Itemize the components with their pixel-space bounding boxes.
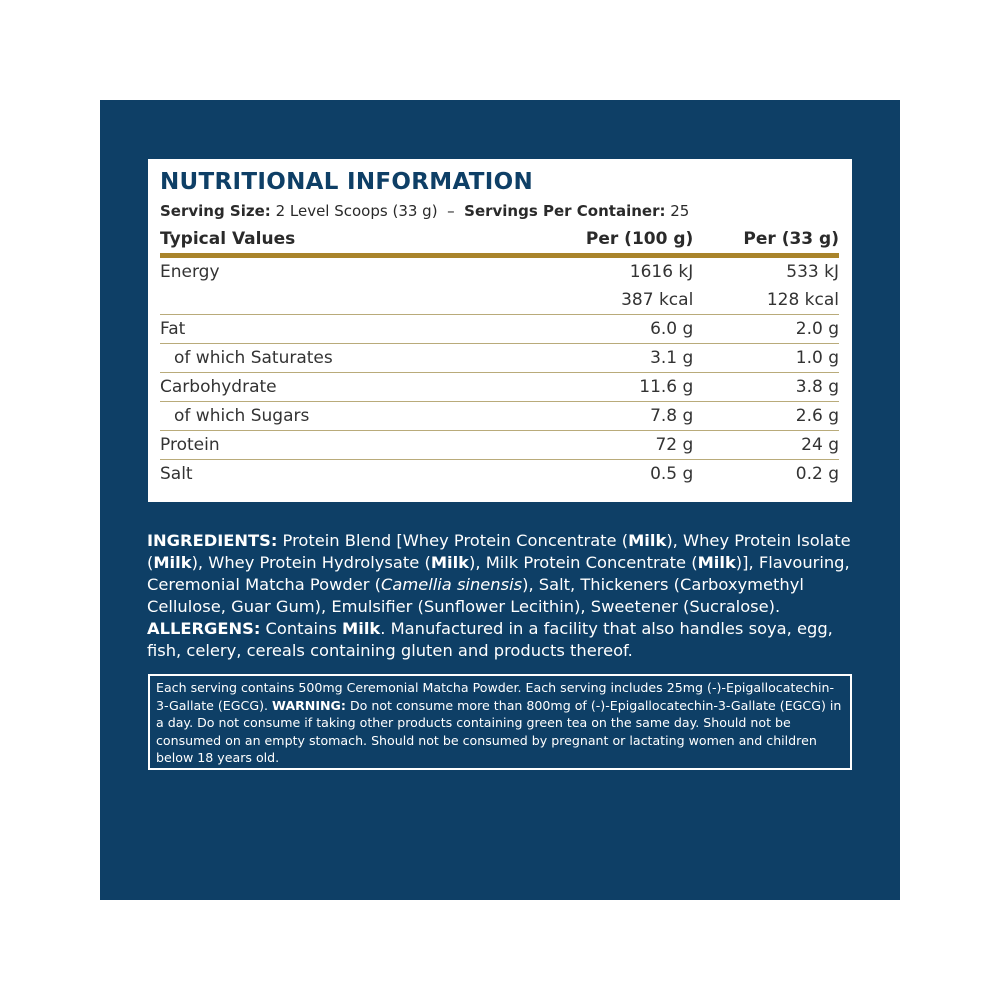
value-per-100g: 11.6 g xyxy=(525,373,693,402)
servings-per-container-label: Servings Per Container: xyxy=(464,202,666,220)
ingredients-text-part: Protein Blend [Whey Protein Concentrate ( xyxy=(277,531,629,550)
value-per-100g: 0.5 g xyxy=(650,464,694,484)
header-typical-values: Typical Values xyxy=(160,224,525,256)
ingredients-text-part: ), Salt, Thickeners (Carboxymethyl Cellulose, Guar Gum), Emulsifier (Sunflower Lecithin), Sweetener (Sucralose). xyxy=(147,575,804,616)
nutrient-name: of which Sugars xyxy=(160,402,525,431)
value-per-33g: 3.8 g xyxy=(693,373,839,402)
label-panel xyxy=(100,100,900,900)
table-row-fat xyxy=(160,315,839,344)
allergen-milk: Milk xyxy=(697,553,736,572)
value-per-100g: 387 kcal xyxy=(525,286,693,315)
table-row-energy-kj xyxy=(160,256,839,287)
warning-text-part: Each serving contains 500mg Ceremonial Matcha Powder. Each serving includes 25mg (-)-Epigallocatechin-3-Gallate (EGCG). xyxy=(156,680,835,713)
value-per-33g: 533 kJ xyxy=(786,262,839,282)
table-row-carbohydrate xyxy=(160,373,839,402)
allergen-milk: Milk xyxy=(430,553,470,572)
value-per-33g: 24 g xyxy=(693,431,839,460)
nutrient-name: of which Saturates xyxy=(160,344,525,373)
ingredients-text-part: ), Whey Protein Hydrolysate ( xyxy=(191,553,431,572)
allergen-milk: Milk xyxy=(342,619,381,638)
nutrient-name: Carbohydrate xyxy=(160,373,525,402)
value-per-100g: 72 g xyxy=(525,431,693,460)
header-per-100g: Per (100 g) xyxy=(525,224,693,256)
serving-info xyxy=(160,200,839,222)
serving-size-label: Serving Size: xyxy=(160,202,271,220)
warning-text-part: Do not consume more than 800mg of (-)-Epigallocatechin-3-Gallate (EGCG) in a day. Do not consume if taking other products containing green tea on the same day. Should not be consumed on an empty stomach. Should not be consumed by pregnant or lactating women and children below 18 years old. xyxy=(156,697,842,766)
nutrient-name: Salt xyxy=(160,464,193,484)
ingredients-text-part: Contains xyxy=(260,619,343,638)
ingredients-text xyxy=(147,530,857,662)
table-row-salt xyxy=(160,460,839,489)
nutrient-name: Protein xyxy=(160,431,525,460)
table-row-sugars xyxy=(160,402,839,431)
ingredients-label: INGREDIENTS: xyxy=(147,531,278,550)
servings-per-container-value: 25 xyxy=(670,202,690,220)
warning-label: WARNING: xyxy=(272,697,346,713)
warning-box xyxy=(148,674,852,770)
value-per-100g: 1616 kJ xyxy=(629,262,694,282)
serving-size-value: 2 Level Scoops (33 g) xyxy=(275,202,438,220)
nutrition-facts-box xyxy=(148,159,852,502)
latin-name: Camellia sinensis xyxy=(381,575,523,594)
ingredients-text-part: ), Whey Protein Isolate ( xyxy=(147,531,851,572)
header-per-33g: Per (33 g) xyxy=(693,224,839,256)
value-per-33g: 128 kcal xyxy=(693,286,839,315)
ingredients-text-part: . Manufactured in a facility that also handles soya, egg, fish, celery, cereals containing gluten and products thereof. xyxy=(147,619,833,660)
ingredients-text-part: ), Milk Protein Concentrate ( xyxy=(469,553,698,572)
table-row-energy-kcal xyxy=(160,286,839,315)
value-per-100g: 7.8 g xyxy=(525,402,693,431)
nutrient-name xyxy=(160,286,525,315)
table-row-saturates xyxy=(160,344,839,373)
nutrition-table xyxy=(160,224,839,488)
ingredients-text-part: )], Flavouring, Ceremonial Matcha Powder ( xyxy=(147,553,850,594)
allergen-milk: Milk xyxy=(153,553,192,572)
nutrient-name: Fat xyxy=(160,315,525,344)
serving-separator: – xyxy=(447,202,455,220)
allergens-label: ALLERGENS: xyxy=(147,619,261,638)
allergen-milk: Milk xyxy=(628,531,667,550)
value-per-33g: 2.0 g xyxy=(693,315,839,344)
value-per-33g: 1.0 g xyxy=(693,344,839,373)
table-header-row xyxy=(160,224,839,256)
value-per-100g: 3.1 g xyxy=(525,344,693,373)
table-row-protein xyxy=(160,431,839,460)
value-per-33g: 0.2 g xyxy=(795,464,839,484)
nutrient-name: Energy xyxy=(160,262,220,282)
value-per-100g: 6.0 g xyxy=(525,315,693,344)
nutrition-title: NUTRITIONAL INFORMATION xyxy=(160,169,534,195)
value-per-33g: 2.6 g xyxy=(693,402,839,431)
